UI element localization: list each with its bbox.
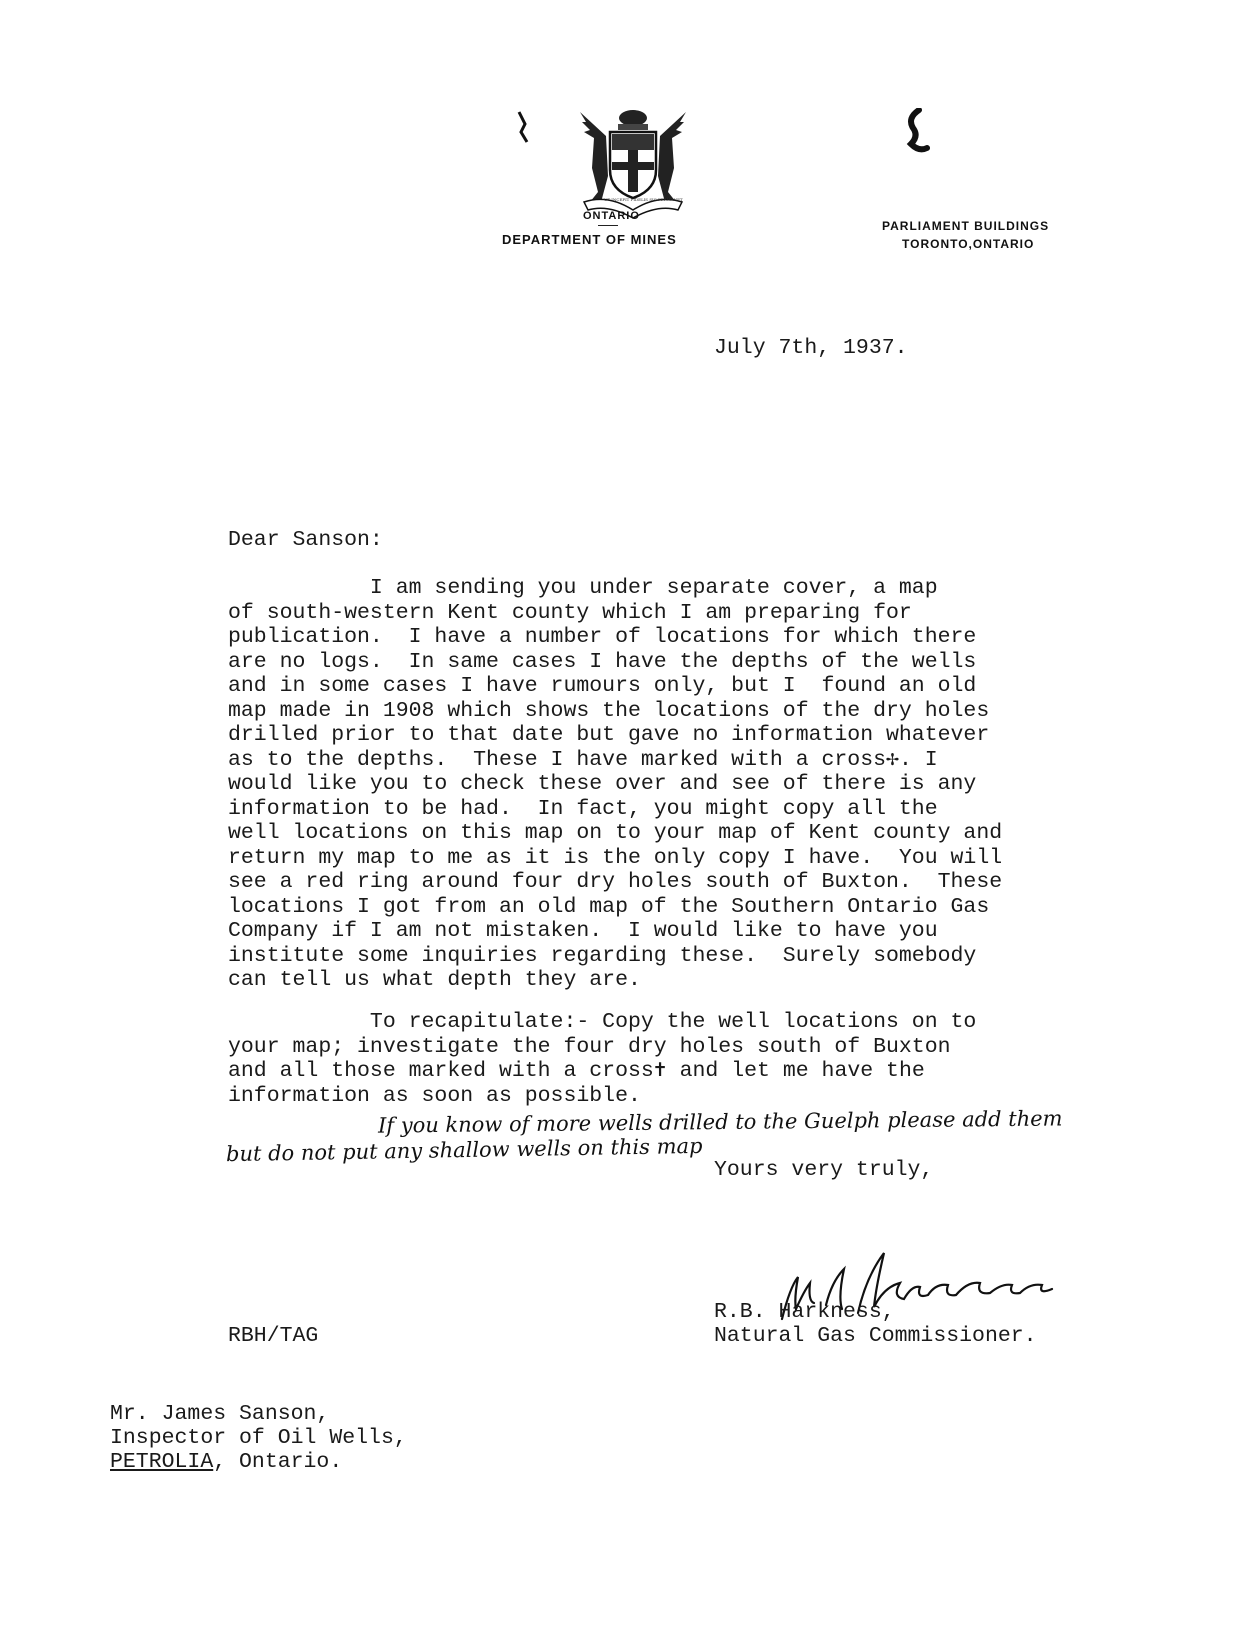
body-paragraph-2 <box>228 1010 976 1108</box>
body-paragraph-1 <box>228 576 1002 993</box>
text-line: publication. I have a number of locations for which there <box>228 625 977 649</box>
letter-date: July 7th, 1937. <box>714 336 908 360</box>
address-line-1: PARLIAMENT BUILDINGS <box>882 219 1050 233</box>
handwritten-note-line-2: but do not put any shallow wells on this map <box>225 1133 703 1167</box>
pen-mark-icon <box>905 108 933 158</box>
recipient-line-1: Mr. James Sanson, <box>110 1402 330 1426</box>
text-line: drilled prior to that date but gave no information whatever <box>228 723 990 747</box>
text-line: I am sending you under separate cover, a map <box>228 576 938 600</box>
text-line: map made in 1908 which shows the locations of the dry holes <box>228 698 990 723</box>
ontario-coat-of-arms-icon <box>572 106 694 222</box>
text-line: and all those marked with a cross✝ and let me have the <box>228 1059 925 1083</box>
signatory-name: R.B. Harkness, <box>714 1300 895 1324</box>
reference-initials: RBH/TAG <box>228 1324 319 1348</box>
text-line: and in some cases I have rumours only, but I found an old <box>228 674 977 698</box>
text-line: Company if I am not mistaken. I would like to have you <box>228 919 938 943</box>
text-line: well locations on this map on to your map of Kent county and <box>228 821 1003 845</box>
recipient-line-2: Inspector of Oil Wells, <box>110 1426 407 1450</box>
recipient-province: , Ontario. <box>213 1450 343 1474</box>
text-line: return my map to me as it is the only copy I have. You will <box>228 845 1003 870</box>
text-line: your map; investigate the four dry holes south of Buxton <box>228 1034 951 1059</box>
text-line: as to the depths. These I have marked with a cross✢. I <box>228 747 938 772</box>
address-line-2: TORONTO,ONTARIO <box>902 237 1035 251</box>
closing: Yours very truly, <box>714 1158 934 1182</box>
text-line: locations I got from an old map of the Southern Ontario Gas <box>228 894 990 919</box>
salutation: Dear Sanson: <box>228 528 383 552</box>
crest-motto: UT INCEPIT FIDELIS SIC PERMANET <box>604 197 683 202</box>
pen-mark-icon <box>513 110 533 146</box>
handwritten-note-line-1: If you know of more wells drilled to the Guelph please add them <box>377 1106 1063 1138</box>
recipient-line-3 <box>110 1450 342 1475</box>
text-line: are no logs. In same cases I have the depths of the wells <box>228 649 977 674</box>
text-line: information as soon as possible. <box>228 1083 641 1108</box>
divider <box>598 225 618 226</box>
text-line: information to be had. In fact, you might copy all the <box>228 796 938 821</box>
text-line: institute some inquiries regarding these. Surely somebody <box>228 943 977 968</box>
department-label: DEPARTMENT OF MINES <box>502 232 677 247</box>
text-line: of south-western Kent county which I am preparing for <box>228 600 912 625</box>
text-line: To recapitulate:- Copy the well locations on to <box>228 1010 977 1034</box>
text-line: would like you to check these over and see of there is any <box>228 772 977 796</box>
signatory-title: Natural Gas Commissioner. <box>714 1324 1037 1348</box>
text-line: can tell us what depth they are. <box>228 968 641 992</box>
text-line: see a red ring around four dry holes south of Buxton. These <box>228 870 1003 894</box>
recipient-city: PETROLIA <box>110 1450 214 1474</box>
province-label: ONTARIO <box>583 210 640 222</box>
